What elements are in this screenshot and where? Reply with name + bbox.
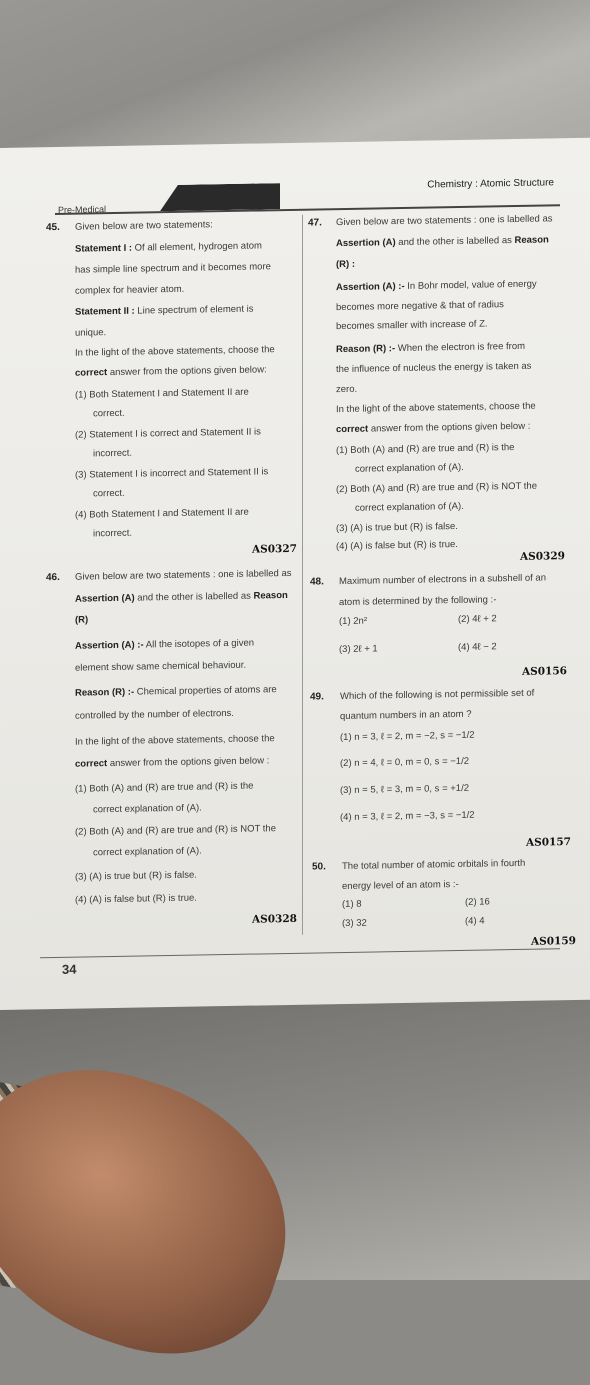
q46-ask-line2: answer from the options given below : <box>109 755 270 770</box>
q49-line2: quantum numbers in an atom ? <box>340 708 472 723</box>
q46-code: AS0328 <box>252 912 297 926</box>
q45-code: AS0327 <box>252 542 297 556</box>
q47-assertion-line3: becomes smaller with increase of Z. <box>336 318 488 333</box>
q47-line3: (R) : <box>336 258 355 271</box>
q47-assertion-label: Assertion (A) :- <box>336 280 405 294</box>
q46-assertion-line1: All the isotopes of a given <box>145 637 255 651</box>
q45-option4b: incorrect. <box>93 527 133 540</box>
q50-code: AS0159 <box>531 934 576 948</box>
q47-reason-label: Reason (R) :- <box>336 343 396 356</box>
q47-line1: Given below are two statements : one is labelled as <box>336 213 553 229</box>
q50-line1: The total number of atomic orbitals in fourth <box>342 857 526 873</box>
q48-option1: (1) 2n² <box>339 615 367 628</box>
footer-rule <box>40 948 560 958</box>
q46-reason-label: Reason (R) :- <box>75 686 135 699</box>
q46-number: 46. <box>46 571 60 584</box>
q45-s2-line1: Line spectrum of element is <box>137 303 254 317</box>
q46-assertion-line2: element show same chemical behaviour. <box>75 659 247 674</box>
page-number: 34 <box>62 961 77 977</box>
background-top <box>0 0 590 160</box>
q50-option1: (1) 8 <box>342 898 362 911</box>
q45-option2a: (2) Statement I is correct and Statement II is <box>75 426 261 441</box>
q47-option2a: (2) Both (A) and (R) are true and (R) is NOT the <box>336 480 537 496</box>
q50-option3: (3) 32 <box>342 917 367 930</box>
q45-ask-bold: correct <box>75 367 108 379</box>
q48-option3: (3) 2ℓ + 1 <box>339 643 378 656</box>
q46-reason-line1: Chemical properties of atoms are <box>136 684 277 698</box>
q48-code: AS0156 <box>522 665 567 678</box>
q50-option4: (4) 4 <box>465 915 485 927</box>
q45-option3a: (3) Statement I is incorrect and Statement II is <box>75 466 269 481</box>
q46-option1a: (1) Both (A) and (R) are true and (R) is the <box>75 780 254 795</box>
header-right: Chemistry : Atomic Structure <box>427 177 554 191</box>
q46-assertion-label: Assertion (A) :- <box>75 639 144 652</box>
q46-option2b: correct explanation of (A). <box>93 845 202 859</box>
q46-line1: Given below are two statements : one is labelled as <box>75 567 292 583</box>
book-page <box>0 138 590 1010</box>
q49-option4: (4) n = 3, ℓ = 2, m = −3, s = −1/2 <box>340 809 475 824</box>
q47-option1b: correct explanation of (A). <box>355 461 464 475</box>
q47-assertion-line2: becomes more negative & that of radius <box>336 299 504 314</box>
q47-code: AS0329 <box>520 550 565 563</box>
q45-option1a: (1) Both Statement I and Statement II are <box>75 386 249 401</box>
q46-option4: (4) (A) is false but (R) is true. <box>75 892 197 906</box>
q49-number: 49. <box>310 691 324 703</box>
q47-reason-line3: zero. <box>336 383 358 396</box>
q48-option2: (2) 4ℓ + 2 <box>458 613 497 626</box>
column-divider <box>302 215 303 935</box>
q45-option2b: incorrect. <box>93 447 133 460</box>
q45-s1-line1: Of all element, hydrogen atom <box>134 240 262 254</box>
q47-option3: (3) (A) is true but (R) is false. <box>336 521 458 535</box>
q48-number: 48. <box>310 576 324 588</box>
q45-option4a: (4) Both Statement I and Statement II are <box>75 506 249 521</box>
q50-line2: energy level of an atom is :- <box>342 878 459 893</box>
q46-option1b: correct explanation of (A). <box>93 802 202 816</box>
q48-line1: Maximum number of electrons in a subshell of an <box>339 572 546 588</box>
q47-option4: (4) (A) is false but (R) is true. <box>336 539 458 553</box>
q47-option1a: (1) Both (A) and (R) are true and (R) is the <box>336 442 515 457</box>
q49-option1: (1) n = 3, ℓ = 2, m = −2, s = −1/2 <box>340 729 475 744</box>
q49-option3: (3) n = 5, ℓ = 3, m = 0, s = +1/2 <box>340 782 470 797</box>
q49-line1: Which of the following is not permissible set of <box>340 687 535 703</box>
q45-option1b: correct. <box>93 407 125 420</box>
q46-assertion-word: Assertion (A) <box>75 592 135 605</box>
q46-line2: and the other is labelled as <box>137 590 251 604</box>
q45-option3b: correct. <box>93 487 125 500</box>
q46-reason-word: Reason <box>253 589 288 602</box>
q46-ask-line1: In the light of the above statements, choose the <box>75 733 275 748</box>
q45-ask-line2: answer from the options given below: <box>109 364 267 379</box>
q46-ask-bold: correct <box>75 758 108 770</box>
q49-code: AS0157 <box>526 836 571 849</box>
q45-s2-label: Statement II : <box>75 305 135 318</box>
q46-option3: (3) (A) is true but (R) is false. <box>75 869 197 883</box>
header-left: Pre-Medical <box>58 204 107 215</box>
q47-number: 47. <box>308 217 322 229</box>
q45-s1-label: Statement I : <box>75 242 133 255</box>
q46-line3: (R) <box>75 614 89 626</box>
q45-s1-line3: complex for heavier atom. <box>75 283 185 297</box>
q47-line2: and the other is labelled as <box>398 235 512 249</box>
q47-ask-bold: correct <box>336 423 369 436</box>
q49-option2: (2) n = 4, ℓ = 0, m = 0, s = −1/2 <box>340 755 470 770</box>
header-rule <box>55 204 560 215</box>
q47-ask-line2: answer from the options given below : <box>370 420 531 435</box>
q48-line2: atom is determined by the following :- <box>339 594 497 609</box>
q47-reason-line2: the influence of nucleus the energy is taken as <box>336 360 532 376</box>
q50-option2: (2) 16 <box>465 896 490 908</box>
q45-ask-line1: In the light of the above statements, choose the <box>75 344 275 359</box>
q45-s1-line2: has simple line spectrum and it becomes more <box>75 261 271 276</box>
q47-reason-line1: When the electron is free from <box>397 340 526 355</box>
q46-option2a: (2) Both (A) and (R) are true and (R) is NOT the <box>75 823 276 838</box>
q45-number: 45. <box>46 221 60 234</box>
q47-ask-line1: In the light of the above statements, choose the <box>336 400 536 416</box>
header-band <box>160 183 280 211</box>
q45-s2-line2: unique. <box>75 327 107 339</box>
q45-intro: Given below are two statements: <box>75 219 213 233</box>
q50-number: 50. <box>312 861 326 873</box>
q48-option4: (4) 4ℓ − 2 <box>458 641 497 654</box>
q47-assertion-word: Assertion (A) <box>336 237 396 250</box>
q47-assertion-line1: In Bohr model, value of energy <box>407 278 537 292</box>
q47-option2b: correct explanation of (A). <box>355 500 464 514</box>
q46-reason-line2: controlled by the number of electrons. <box>75 707 234 722</box>
q47-reason-word: Reason <box>514 234 549 247</box>
